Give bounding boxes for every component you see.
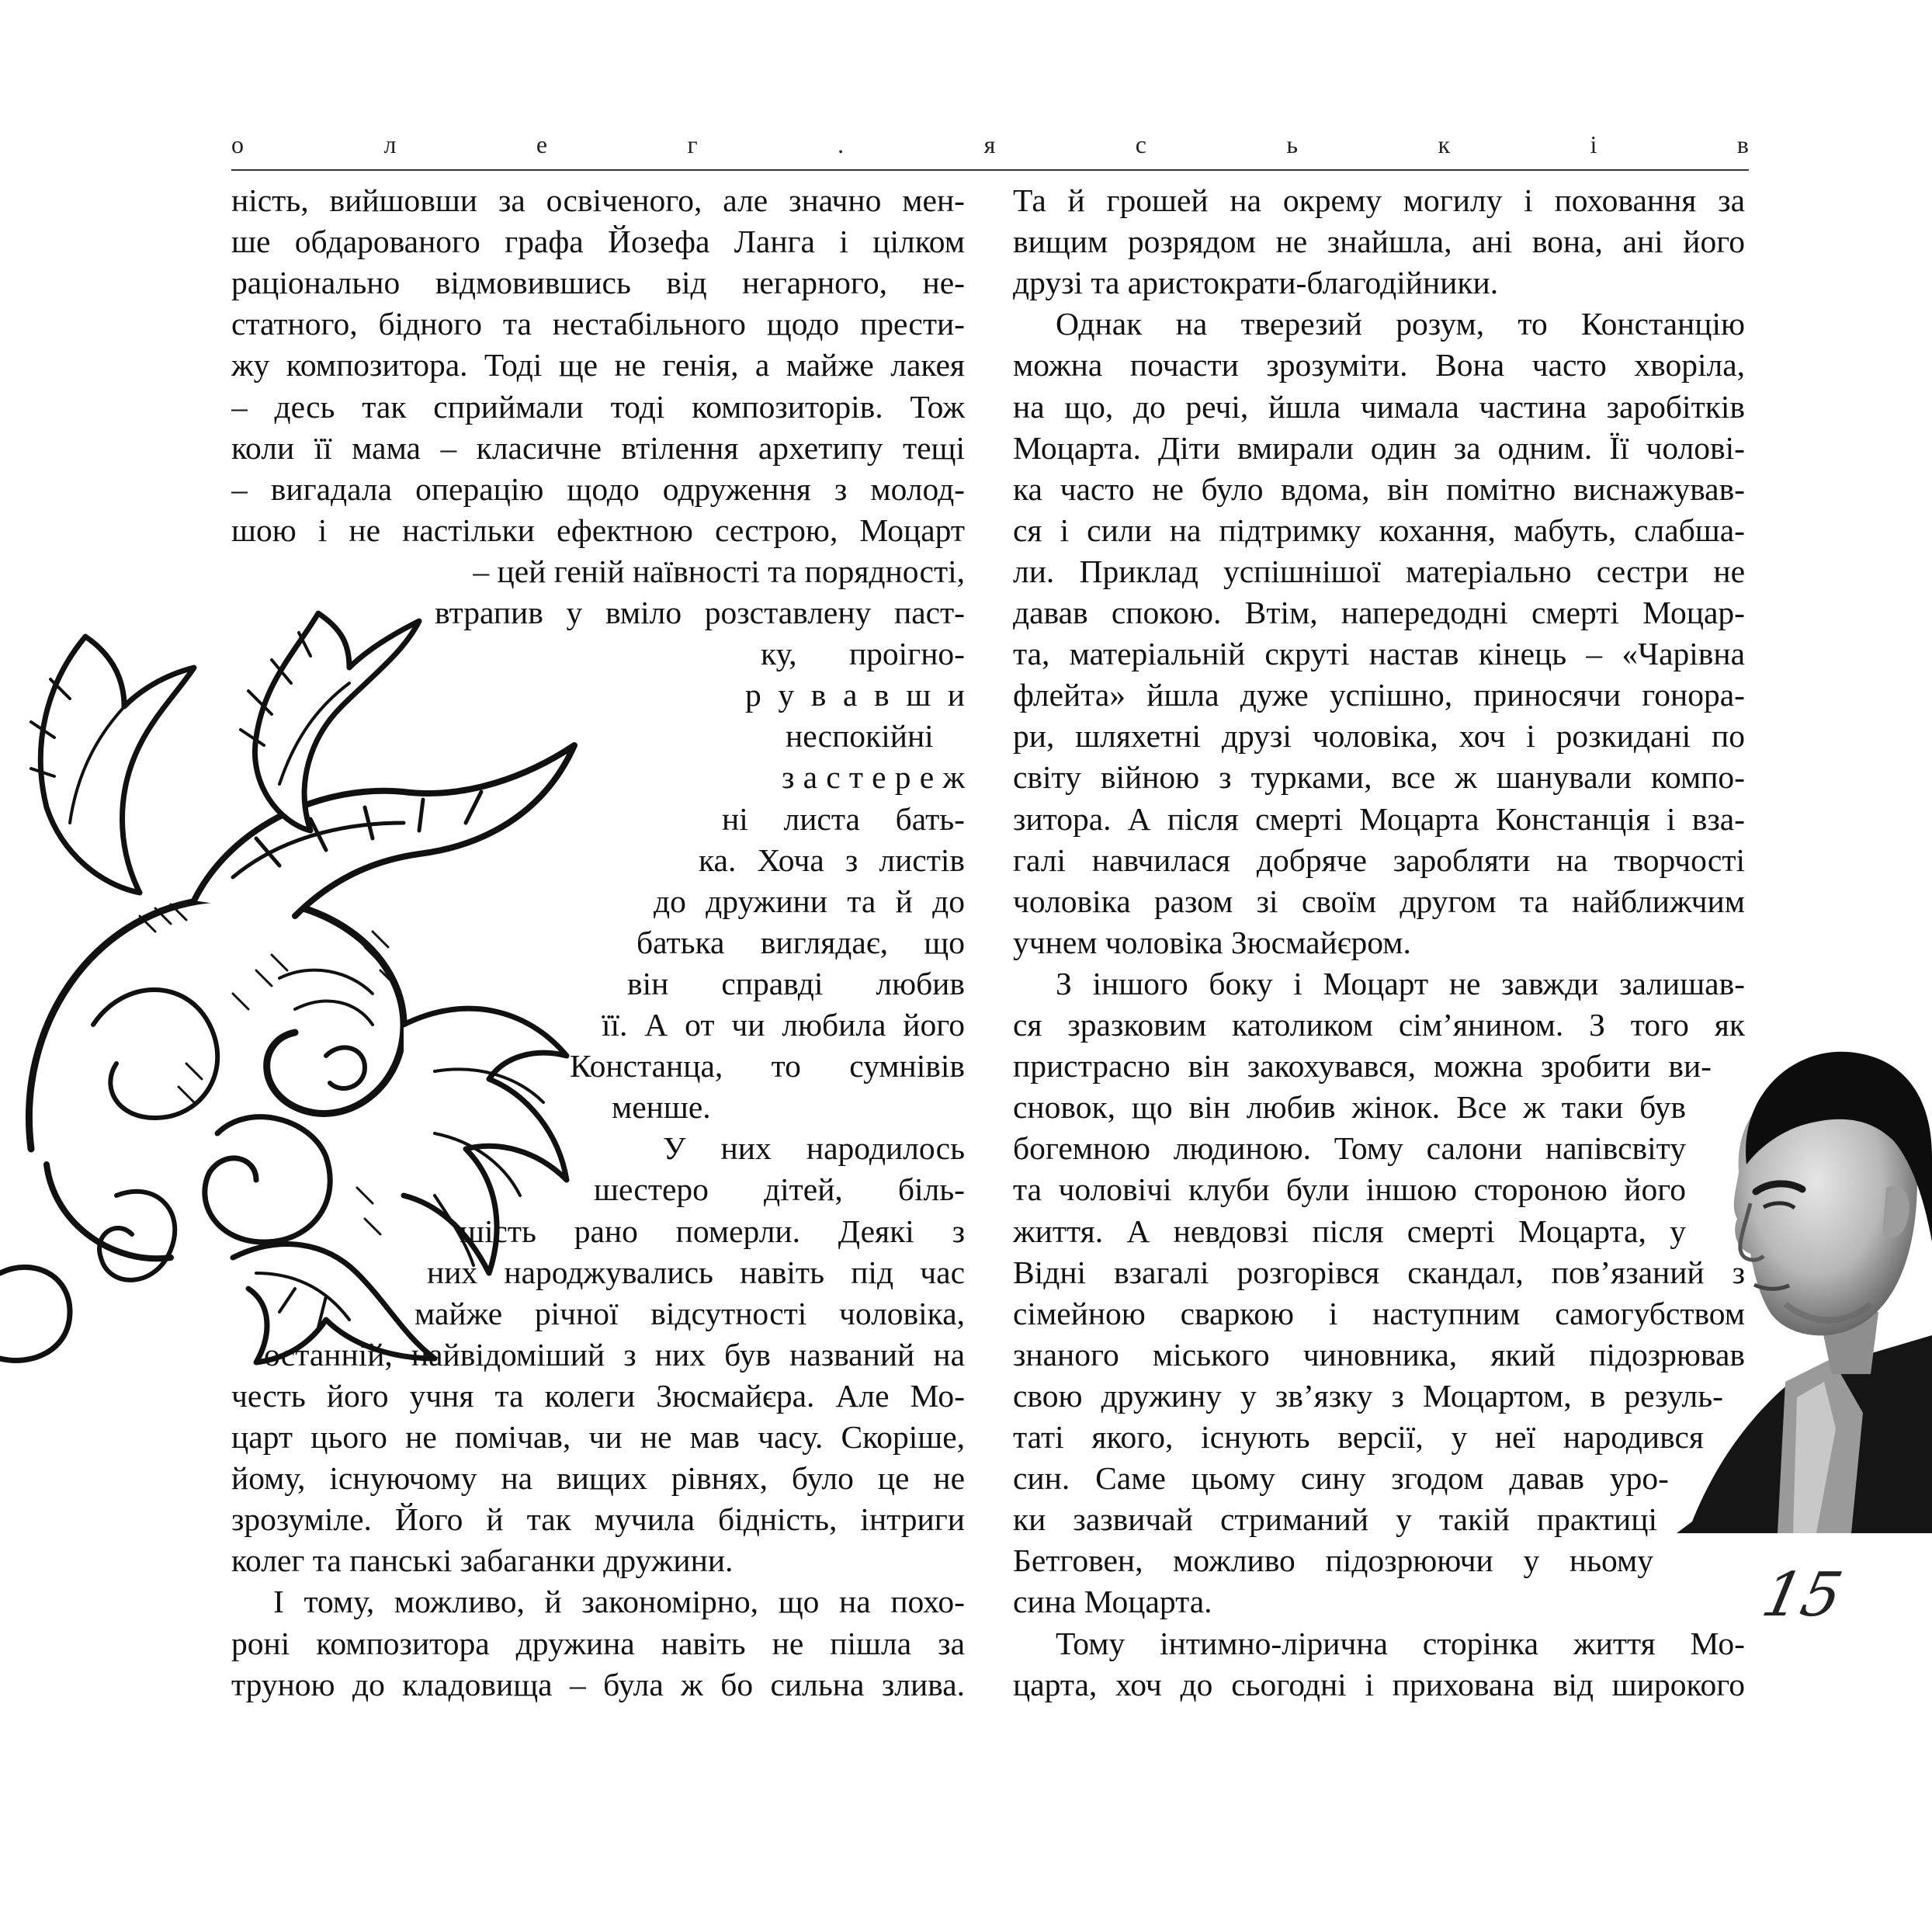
text-line: та чоловічі клуби були іншою стороною його xyxy=(1013,1171,1686,1208)
header-letter: в xyxy=(1736,130,1749,158)
text-line: шість рано померли. Деякі з xyxy=(460,1213,965,1249)
text-line: можна почасти зрозуміти. Вона часто хворіла, xyxy=(1013,347,1745,383)
text-line: Відні взагалі розгорівся скандал, пов’язаний з xyxy=(1013,1254,1745,1290)
header-letter: о xyxy=(231,130,244,158)
text-line: свою дружину у зв’язку з Моцартом, в резуль- xyxy=(1013,1377,1723,1414)
header-letter: і xyxy=(1590,130,1597,158)
text-line: ка. Хоча з листів xyxy=(699,842,965,878)
text-line: таті якого, існують версії, у неї народився xyxy=(1013,1419,1704,1455)
text-line: Тому інтимно-лірична сторінка життя Мо- xyxy=(1056,1625,1745,1661)
text-line: йому, існуючому на вищих рівнях, було це не xyxy=(231,1460,965,1497)
text-line: вищим розрядом не знайшла, ані вона, ані його xyxy=(1013,224,1745,260)
text-line: З іншого боку і Моцарт не завжди залишав- xyxy=(1056,965,1745,1001)
text-line: раціонально відмовившись від негарного, не- xyxy=(231,265,965,301)
text-line: зитора. А після смерті Моцарта Констанція і вза- xyxy=(1013,800,1745,837)
header-letter: я xyxy=(983,130,996,158)
text-line: сновок, що він любив жінок. Все ж таки був xyxy=(1013,1089,1686,1126)
header-rule xyxy=(231,169,1749,171)
text-line: майже річної відсутності чоловіка, xyxy=(414,1295,965,1331)
text-line: труною до кладовища – була ж бо сильна злива. xyxy=(231,1666,965,1702)
text-line: життя. А невдовзі після смерті Моцарта, у xyxy=(1013,1213,1686,1249)
text-line: Моцарта. Діти вмирали один за одним. Її чолові- xyxy=(1013,429,1745,466)
text-line: Констанца, то сумнівів xyxy=(570,1048,965,1084)
text-line: ли. Приклад успішнішої матеріально сестри не xyxy=(1013,553,1745,589)
text-line: ше обдарованого графа Йозефа Ланга і цілком xyxy=(231,224,965,260)
text-line: ку, проігно- xyxy=(761,636,965,672)
header-letter: к xyxy=(1438,130,1450,158)
text-line: жу композитора. Тоді ще не генія, а майже лакея xyxy=(231,347,965,383)
text-line: колег та панські забаганки дружини. xyxy=(231,1543,734,1579)
text-line: У них народилось xyxy=(663,1130,965,1167)
text-line: І тому, можливо, й закономірно, що на похо- xyxy=(273,1584,965,1620)
text-line: р у в а в ш и xyxy=(745,677,965,713)
text-line: богемною людиною. Тому салони напівсвіту xyxy=(1013,1130,1686,1167)
text-line: царт цього не помічав, чи не мав часу. Скоріше, xyxy=(231,1419,965,1455)
header-letter: ь xyxy=(1286,130,1298,158)
text-line: чоловіка разом зі своїм другом та найближчим xyxy=(1013,883,1745,919)
text-line: світу війною з турками, все ж шанували компо- xyxy=(1013,759,1745,796)
text-line: до дружини та й до xyxy=(654,883,965,919)
text-line: – вигадала операцію щодо одруження з молод- xyxy=(231,470,965,507)
text-line: – цей геній наївності та порядності, xyxy=(473,553,965,589)
text-line: неспокійні xyxy=(786,718,934,755)
text-line: Та й грошей на окрему могилу і поховання за xyxy=(1013,182,1745,218)
text-line: ність, вийшовши за освіченого, але значно мен- xyxy=(231,182,965,218)
text-line: шестеро дітей, біль- xyxy=(594,1171,965,1208)
header-letter: г xyxy=(687,130,698,158)
text-line: Однак на тверезий розум, то Констанцію xyxy=(1056,306,1745,342)
text-line: них народжувались навіть під час xyxy=(427,1254,965,1290)
text-line: з а с т е р е ж xyxy=(782,759,965,796)
text-line: він справді любив xyxy=(627,965,965,1001)
text-line: останній, найвідоміший з них був названий на xyxy=(264,1336,965,1372)
text-line: статного, бідного та нестабільного щодо прести- xyxy=(231,306,965,342)
text-line: ся і сили на підтримку кохання, мабуть, слабша- xyxy=(1013,512,1745,548)
text-line: флейта» йшла дуже успішно, приносячи гонора- xyxy=(1013,677,1745,713)
page-number: 15 xyxy=(1756,1560,1848,1630)
text-line: царта, хоч до сьогодні і прихована від широкого xyxy=(1013,1666,1745,1702)
text-line: пристрасно він закохувався, можна зробити ви- xyxy=(1013,1048,1712,1084)
text-line: ся зразковим католиком сім’янином. З того як xyxy=(1013,1007,1745,1043)
text-line: роні композитора дружина навіть не пішла за xyxy=(231,1625,965,1661)
text-line: честь його учня та колеги Зюсмайєра. Але Мо- xyxy=(231,1377,965,1414)
text-line: та, матеріальній скруті настав кінець – «Чарівна xyxy=(1013,636,1745,672)
header-letter: . xyxy=(838,130,845,158)
text-line: батька виглядає, що xyxy=(636,924,965,960)
text-line: шою і не настільки ефектною сестрою, Моцарт xyxy=(231,512,965,548)
header-letter: л xyxy=(383,130,397,158)
text-line: менше. xyxy=(612,1089,711,1126)
text-line: знаного міського чиновника, який підозрював xyxy=(1013,1336,1745,1372)
running-header xyxy=(231,130,1749,158)
text-line: ки зазвичай стриманий у такій практиці xyxy=(1013,1501,1657,1538)
header-letter: е xyxy=(536,130,548,158)
text-line: друзі та аристократи-благодійники. xyxy=(1013,265,1499,301)
text-line: на що, до речі, йшла чимала частина заробітків xyxy=(1013,388,1745,425)
text-line: син. Саме цьому сину згодом давав уро- xyxy=(1013,1460,1669,1497)
text-line: давав спокою. Втім, напередодні смерті Моцар- xyxy=(1013,595,1745,630)
text-line: – десь так сприймали тоді композиторів. Тож xyxy=(231,388,965,425)
text-line: її. А от чи любила його xyxy=(602,1007,965,1043)
text-line: сімейною сваркою і наступним самогубством xyxy=(1013,1295,1745,1331)
text-line: зрозуміле. Його й так мучила бідність, інтриги xyxy=(231,1501,965,1538)
header-letter: с xyxy=(1135,130,1146,158)
text-line: втрапив у вміло розставлену паст- xyxy=(435,595,965,630)
text-line: коли її мама – класичне втілення архетипу тещі xyxy=(231,429,965,466)
text-line: ка часто не було вдома, він помітно виснажував- xyxy=(1013,470,1745,507)
text-line: учнем чоловіка Зюсмайєром. xyxy=(1013,924,1411,960)
text-line: галі навчилася добряче заробляти на творчості xyxy=(1013,842,1745,878)
text-line: Бетговен, можливо підозрюючи у ньому xyxy=(1013,1543,1653,1579)
text-line: сина Моцарта. xyxy=(1013,1584,1212,1620)
text-line: ри, шляхетні друзі чоловіка, хоч і розкидані по xyxy=(1013,718,1745,755)
text-line: ні листа бать- xyxy=(722,800,965,837)
